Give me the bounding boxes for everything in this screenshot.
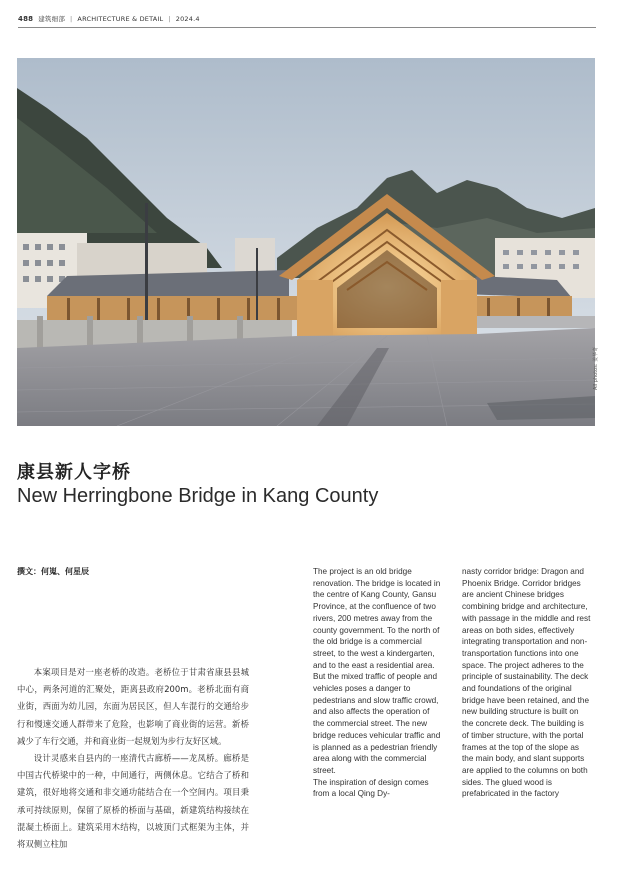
portal-column-right (441, 280, 477, 338)
bridge-photo-illustration (17, 58, 595, 426)
journal-name-cn: 建筑细部 (38, 15, 66, 23)
header-separator: | (70, 14, 73, 23)
english-column-2-text: nasty corridor bridge: Dragon and Phoenix Bridge. Corridor bridges are ancient Chinese bridges combining bridge and architecture, with passage in the middle and rest areas on both sides, effectively integrating transportation and non-transportation functions into one space. The project adheres to the principle of sustainability. The deck and foundations of the original bridge have been retained, and the new building structure is built on the concrete deck. The building is of timber structure, with the portal frames at the top of the slope as the main body, and slant supports are applied to the columns on both sides. The glued wood is prefabricated in the factory (462, 567, 591, 799)
header-separator: | (168, 14, 171, 23)
chinese-paragraph-1: 本案项目是对一座老桥的改造。老桥位于甘肃省康县县城中心，两条河道的汇聚处，距离县政府200m。老桥北面有商业街，西面为幼儿园，东面为居民区，但人车混行的交通给步行和慢速交通人群带来了危险，也影响了商业街的运营。新桥减少了车行交通，并和商业街一起规划为步行友好区域。 (17, 667, 249, 746)
header-rule (18, 27, 596, 28)
title-chinese: 康县新人字桥 (17, 462, 131, 483)
english-column-1-text: The project is an old bridge renovation. The bridge is located in the centre of Kang County, Gansu Province, at the confluence of two rivers, 200 metres away from the county government. To the north of the old bridge is a commercial street, to the west a kindergarten, and to the east a residential area. But the mixed traffic of people and vehicles poses a danger to pedestrians and slow traffic crowd, and also affects the operation of the commercial street. The new bridge reduces vehicular traffic and is planned as a pedestrian friendly area along with the commercial street. The inspiration of design comes from a local Qing Dy- (313, 567, 441, 799)
english-column-1 (313, 566, 443, 800)
issue-number: 2024.4 (175, 14, 200, 23)
chinese-body-text (17, 664, 249, 853)
author-byline: 撰文：何嵬、何星辰 (17, 567, 89, 576)
portal-column-left (297, 280, 333, 338)
corridor-left (47, 296, 297, 320)
english-column-2 (462, 566, 592, 800)
page-number: 488 (18, 14, 34, 23)
journal-name-en: ARCHITECTURE & DETAIL (77, 14, 164, 23)
bridge-photo (17, 58, 595, 426)
chinese-paragraph-2: 设计灵感来自县内的一座清代古廊桥——龙凤桥。廊桥是中国古代桥梁中的一种，中间通行，两侧休息。它结合了桥和建筑，很好地将交通和非交通功能结合在一个空间内。项目秉承可持续原则，保留了原桥的桥面与基础，新建筑结构接续在混凝土桥面上。建筑采用木结构，以坡顶门式框架为主体，并将双侧立柱加 (17, 753, 249, 850)
photo-credit: All photos: 姜华奇 (593, 346, 599, 390)
railing-right (477, 316, 595, 328)
title-english: New Herringbone Bridge in Kang County (17, 485, 379, 507)
running-header (18, 14, 596, 23)
